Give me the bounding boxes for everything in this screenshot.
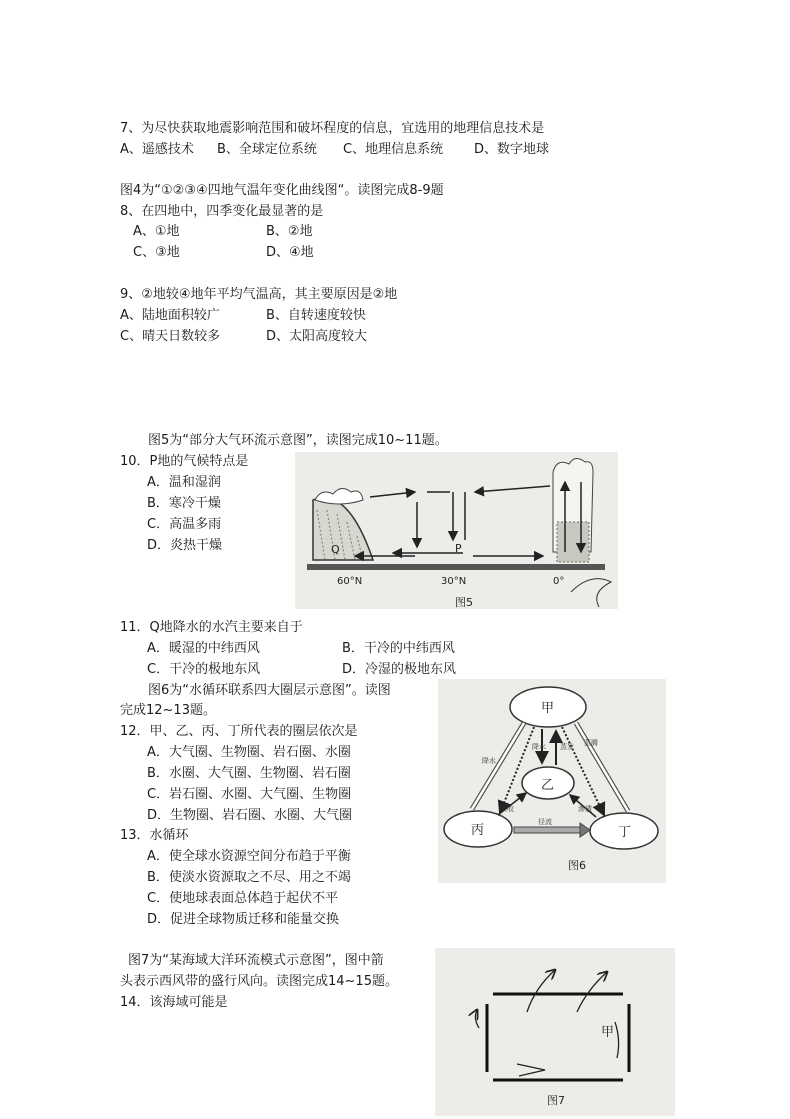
node-bing-label: 丙 [471,823,485,838]
figure-7-ocean-circulation [435,948,675,1116]
q10-option-b: B．寒冷干燥 [147,496,221,511]
q8-option-c: C、③地 [133,245,180,260]
fig7-intro-line1: 图7为“某海域大洋环流模式示意图”，图中箭 [128,953,384,968]
q9-stem: 9、②地较④地年平均气温高，其主要原因是②地 [120,287,398,302]
wind-arrow-2 [577,972,607,1012]
label-infiltration: 渗透 [578,805,592,813]
q12-option-a: A．大气圈、生物圈、岩石圈、水圈 [147,745,351,760]
q11-option-b: B．干冷的中纬西风 [342,641,455,656]
q12-option-c: C．岩石圈、水圈、大气圈、生物圈 [147,787,352,802]
figure-5-atmospheric-circulation [295,452,618,609]
equator-rain [557,522,589,562]
q12-option-b: B．水圈、大气圈、生物圈、岩石圈 [147,766,351,781]
q11-option-d: D．冷湿的极地东风 [342,662,457,677]
q12-option-d: D．生物圈、岩石圈、水圈、大气圈 [147,808,353,823]
node-yi-label: 乙 [541,778,555,793]
q9-option-b: B、自转速度较快 [266,308,366,323]
current-bottom [517,1064,545,1076]
fig5-label-q: Q [331,543,340,556]
label-transpiration: 蒸腾 [584,739,598,747]
q7-stem: 7、为尽快获取地震影响范围和破坏程度的信息，宜选用的地理信息技术是 [120,121,545,136]
fig5-label-0: 0° [553,576,565,587]
q8-stem: 8、在四地中，四季变化最显著的是 [120,204,324,219]
current-left [475,1010,479,1028]
q10-option-d: D．炎热干燥 [147,538,223,553]
q12-stem: 12．甲、乙、丙、丁所代表的圈层依次是 [120,724,358,739]
q13-stem: 13．水循环 [120,828,189,843]
label-precipitation-left: 降水 [482,757,496,765]
label-absorption: 吸收 [500,805,514,813]
q7-option-b: B、全球定位系统 [217,142,317,157]
fig5-label-30n: 30°N [441,576,467,587]
fig7-caption: 图7 [547,1094,565,1107]
pen-mark [571,579,611,607]
fig4-intro: 图4为“①②③④四地气温年变化曲线图“。读图完成8-9题 [120,183,444,198]
ground-surface [307,564,605,570]
fig5-caption: 图5 [455,596,473,609]
q8-option-a: A、①地 [133,224,180,239]
arrow-bing-ding [514,827,580,833]
fig5-label-60n: 60°N [337,576,363,587]
q13-option-b: B．使淡水资源取之不尽、用之不竭 [147,870,351,885]
fig7-label-jia: 甲 [601,1025,615,1040]
figure-6-water-cycle [438,679,666,883]
fig5-label-p: P [455,542,462,555]
label-evaporation: 蒸发 [560,743,574,751]
node-jia-label: 甲 [541,701,555,716]
q10-option-a: A．温和湿润 [147,475,221,490]
fig6-caption: 图6 [568,859,586,872]
q11-option-a: A．暖湿的中纬西风 [147,641,260,656]
fig6-intro-line1: 图6为“水循环联系四大圈层示意图”。读图 [148,683,391,698]
q10-stem: 10．P地的气候特点是 [120,454,249,469]
q9-option-d: D、太阳高度较大 [266,329,368,344]
label-runoff: 径流 [538,818,552,826]
q7-option-c: C、地理信息系统 [343,142,444,157]
q7-option-a: A、遥感技术 [120,142,194,157]
q13-option-c: C．使地球表面总体趋于起伏不平 [147,891,339,906]
fig5-intro: 图5为“部分大气环流示意图”，读图完成10~11题。 [148,433,448,448]
current-right [615,1022,619,1058]
q13-option-a: A．使全球水资源空间分布趋于平衡 [147,849,351,864]
fig6-intro-line2: 完成12~13题。 [120,703,216,718]
q9-option-c: C、晴天日数较多 [120,329,221,344]
q7-option-d: D、数字地球 [474,142,550,157]
node-ding-label: 丁 [618,825,632,840]
q11-stem: 11．Q地降水的水汽主要来自于 [120,620,303,635]
q10-option-c: C．高温多雨 [147,517,222,532]
label-precipitation-center: 降水 [532,743,546,751]
wind-arrow-1 [527,970,555,1012]
fig7-intro-line2: 头表示西风带的盛行风向。读图完成14~15题。 [120,974,398,989]
q13-option-d: D．促进全球物质迁移和能量交换 [147,912,340,927]
q8-option-d: D、④地 [266,245,314,260]
cloud-60n [315,488,363,504]
q9-option-a: A、陆地面积较广 [120,308,220,323]
q8-option-b: B、②地 [266,224,313,239]
q14-stem: 14．该海域可能是 [120,995,228,1010]
q11-option-c: C．干冷的极地东风 [147,662,261,677]
